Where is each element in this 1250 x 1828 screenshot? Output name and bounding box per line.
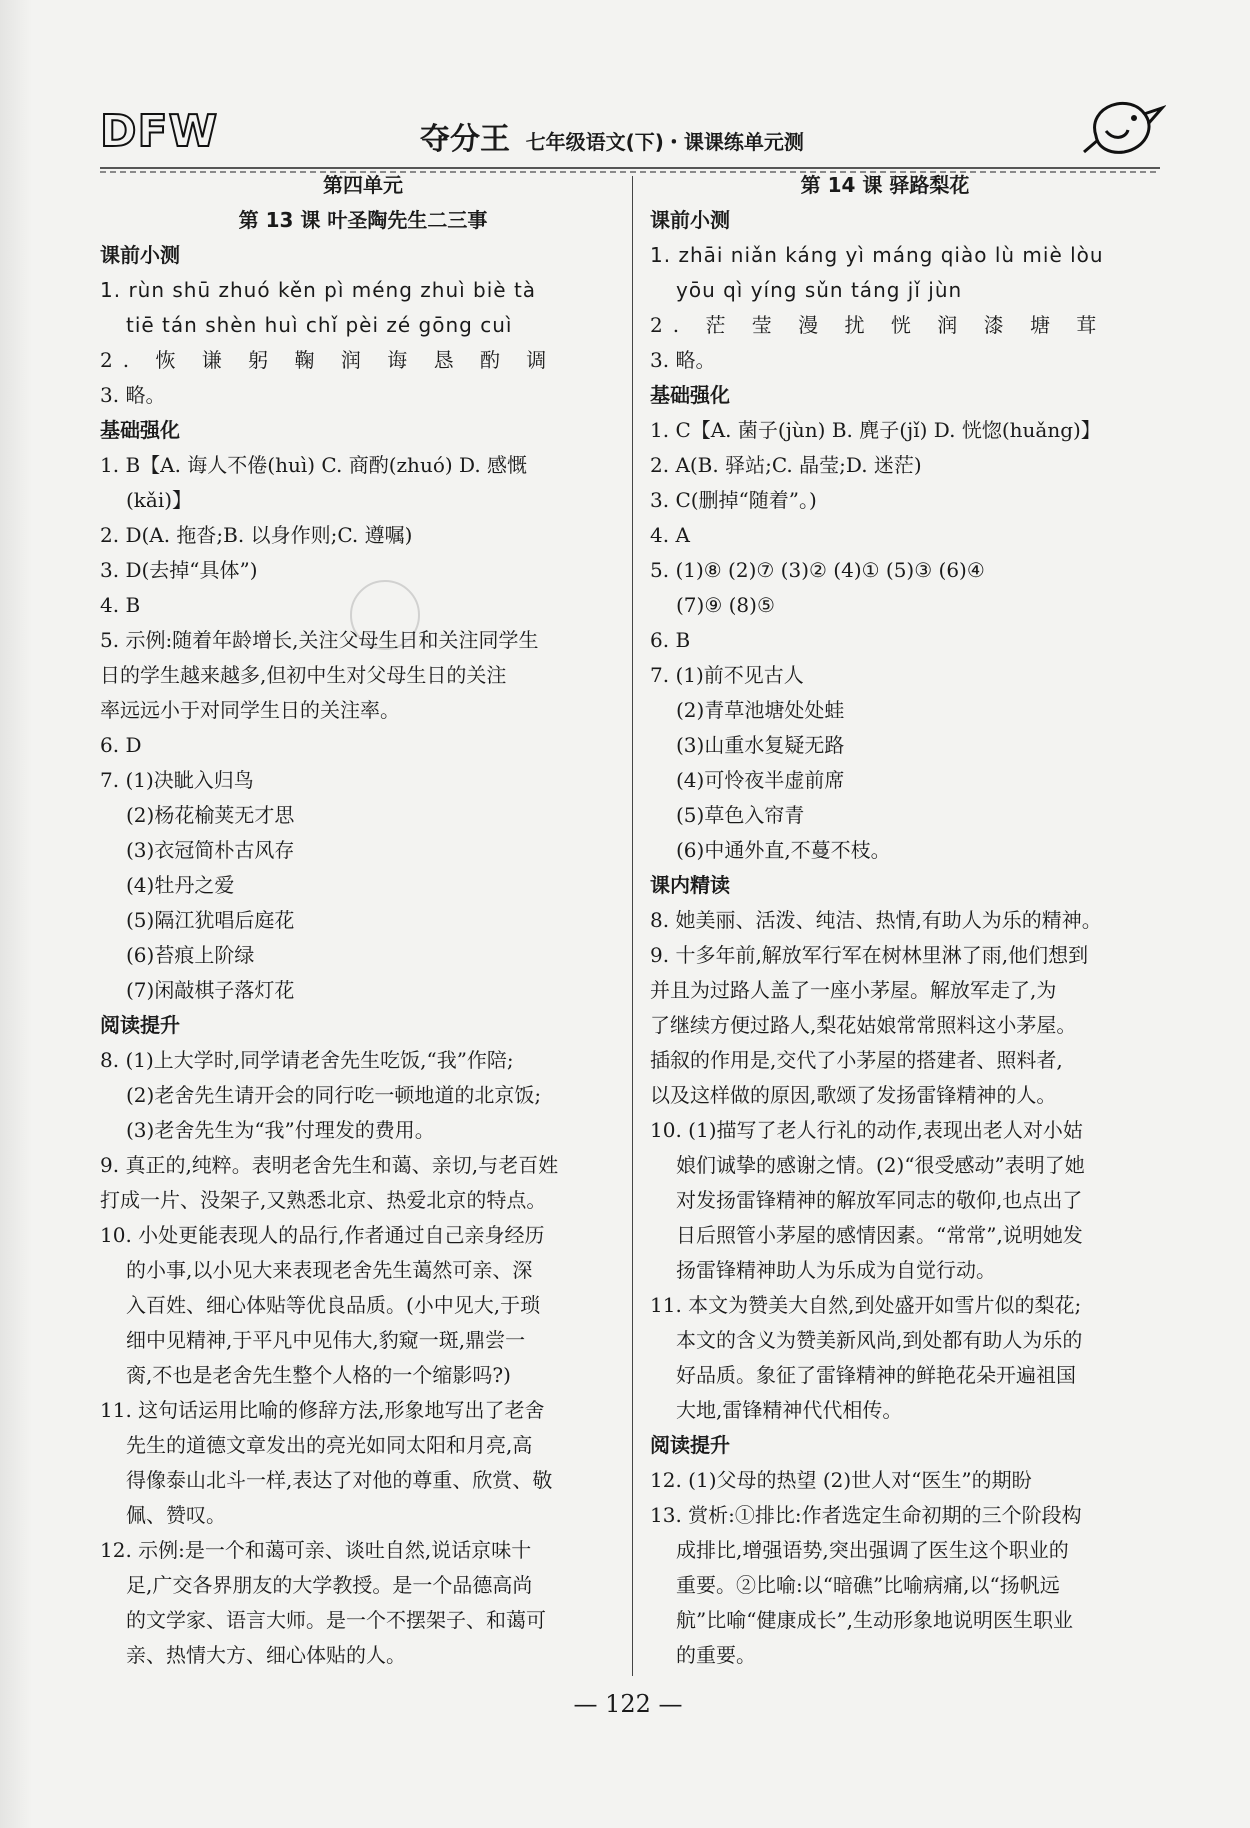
answer-line: (6)苔痕上阶绿	[126, 943, 255, 967]
section-heading: 基础强化	[650, 383, 730, 407]
answer-line: 13. 赏析:①排比:作者选定生命初期的三个阶段构	[650, 1503, 1082, 1527]
answer-line: (2)青草池塘处处蛙	[676, 698, 845, 722]
brand-name: 夺分王	[420, 122, 510, 157]
answer-line: 10. 小处更能表现人的品行,作者通过自己亲身经历	[100, 1223, 545, 1247]
answer-line: 12. (1)父母的热望 (2)世人对“医生”的期盼	[650, 1468, 1032, 1492]
book-subtitle: 七年级语文(下)・课课练单元测	[525, 130, 804, 154]
dfw-logo: DFW	[100, 106, 219, 157]
answer-line: 先生的道德文章发出的亮光如同太阳和月亮,高	[126, 1433, 533, 1457]
answer-line: (4)牡丹之爱	[126, 873, 235, 897]
answer-line: 成排比,增强语势,突出强调了医生这个职业的	[676, 1538, 1069, 1562]
answer-line: 扬雷锋精神助人为乐成为自觉行动。	[676, 1258, 996, 1282]
left-answer-lines	[100, 238, 626, 1673]
answer-line: 足,广交各界朋友的大学教授。是一个品德高尚	[126, 1573, 533, 1597]
answer-line: 6. D	[100, 733, 142, 757]
answer-line: 1. C【A. 菌子(jùn) B. 麂子(jǐ) D. 恍惚(huǎng)】	[650, 418, 1101, 442]
bird-icon	[1076, 86, 1166, 166]
answer-line: 日后照管小茅屋的感情因素。“常常”,说明她发	[676, 1223, 1083, 1247]
answer-line: 的重要。	[676, 1643, 756, 1667]
section-heading: 课前小测	[100, 243, 180, 267]
answer-line: 佩、赞叹。	[126, 1503, 226, 1527]
answer-line: 6. B	[650, 628, 691, 652]
unit-title: 第四单元	[323, 173, 403, 197]
answer-line: 1. B【A. 诲人不倦(huì) C. 商酌(zhuó) D. 感慨	[100, 453, 528, 477]
answer-line: (4)可怜夜半虚前席	[676, 768, 845, 792]
answer-line: 好品质。象征了雷锋精神的鲜艳花朵开遍祖国	[676, 1363, 1076, 1387]
answer-line: 12. 示例:是一个和蔼可亲、谈吐自然,说话京味十	[100, 1538, 532, 1562]
answer-line: 5. (1)⑧ (2)⑦ (3)② (4)① (5)③ (6)④	[650, 558, 985, 582]
section-heading: 课内精读	[650, 873, 730, 897]
answer-line: 7. (1)决眦入归鸟	[100, 768, 254, 792]
section-heading: 基础强化	[100, 418, 180, 442]
answer-line: (7)⑨ (8)⑤	[676, 593, 775, 617]
answer-line: 的文学家、语言大师。是一个不摆架子、和蔼可	[126, 1608, 546, 1632]
answer-line: (5)草色入帘青	[676, 803, 805, 827]
answer-line: 2. D(A. 拖沓;B. 以身作则;C. 遵嘱)	[100, 523, 413, 547]
answer-line: 1. zhāi niǎn káng yì máng qiào lù miè lòu	[650, 243, 1104, 267]
answer-line: 并且为过路人盖了一座小茅屋。解放军走了,为	[650, 978, 1057, 1002]
answer-line: 10. (1)描写了老人行礼的动作,表现出老人对小姑	[650, 1118, 1083, 1142]
answer-line: (7)闲敲棋子落灯花	[126, 978, 295, 1002]
answer-line: 8. 她美丽、活泼、纯洁、热情,有助人为乐的精神。	[650, 908, 1102, 932]
answer-line: 9. 十多年前,解放军行军在树林里淋了雨,他们想到	[650, 943, 1089, 967]
answer-line: 入百姓、细心体贴等优良品质。(小中见大,于琐	[126, 1293, 541, 1317]
answer-line: 7. (1)前不见古人	[650, 663, 804, 687]
answer-line: 2. 茫 莹 漫 扰 恍 润 漆 塘 茸	[650, 313, 1107, 337]
header-title	[420, 114, 804, 158]
right-answer-lines	[650, 203, 1120, 1673]
answer-line: 3. 略。	[100, 383, 166, 407]
answer-line: 9. 真正的,纯粹。表明老舍先生和蔼、亲切,与老百姓	[100, 1153, 559, 1177]
answer-line: 航”比喻“健康成长”,生动形象地说明医生职业	[676, 1608, 1074, 1632]
lesson-13-title: 第 13 课 叶圣陶先生二三事	[238, 208, 488, 232]
section-heading: 阅读提升	[100, 1013, 180, 1037]
page-number: — 122 —	[573, 1690, 683, 1718]
answer-line: 3. 略。	[650, 348, 716, 372]
column-divider	[632, 176, 633, 1676]
answer-line: 脔,不也是老舍先生整个人格的一个缩影吗?)	[126, 1363, 511, 1387]
answer-line: 的小事,以小见大来表现老舍先生蔼然可亲、深	[126, 1258, 533, 1282]
answer-line: (kǎi)】	[126, 488, 193, 512]
answer-line: 娘们诚挚的感谢之情。(2)“很受感动”表明了她	[676, 1153, 1085, 1177]
answer-line: 4. B	[100, 593, 141, 617]
answer-line: 大地,雷锋精神代代相传。	[676, 1398, 903, 1422]
answer-line: (3)老舍先生为“我”付理发的费用。	[126, 1118, 435, 1142]
answer-line: (5)隔江犹唱后庭花	[126, 908, 295, 932]
answer-line: 11. 本文为赞美大自然,到处盛开如雪片似的梨花;	[650, 1293, 1082, 1317]
page-edge-shadow	[0, 0, 32, 1828]
answer-line: (3)衣冠简朴古风存	[126, 838, 295, 862]
answer-line: 11. 这句话运用比喻的修辞方法,形象地写出了老舍	[100, 1398, 545, 1422]
answer-line: 2. A(B. 驿站;C. 晶莹;D. 迷茫)	[650, 453, 922, 477]
left-column	[100, 168, 626, 1673]
answer-line: 3. D(去掉“具体”)	[100, 558, 258, 582]
answer-line: 4. A	[650, 523, 690, 547]
answer-line: 2. 恢 谦 躬 鞠 润 诲 恳 酌 调	[100, 348, 557, 372]
answer-line: 以及这样做的原因,歌颂了发扬雷锋精神的人。	[650, 1083, 1057, 1107]
answer-line: 得像泰山北斗一样,表达了对他的尊重、欣赏、敬	[126, 1468, 553, 1492]
answer-line: 日的学生越来越多,但初中生对父母生日的关注	[100, 663, 507, 687]
answer-line: 细中见精神,于平凡中见伟大,豹窥一斑,鼎尝一	[126, 1328, 526, 1352]
answer-line: 1. rùn shū zhuó kěn pì méng zhuì biè tà	[100, 278, 537, 302]
answer-line: tiē tán shèn huì chǐ pèi zé gōng cuì	[126, 313, 513, 337]
section-heading: 阅读提升	[650, 1433, 730, 1457]
answer-line: 3. C(删掉“随着”。)	[650, 488, 817, 512]
answer-line: 率远远小于对同学生日的关注率。	[100, 698, 400, 722]
answer-line: (6)中通外直,不蔓不枝。	[676, 838, 891, 862]
answer-line: 亲、热情大方、细心体贴的人。	[126, 1643, 406, 1667]
lesson-14-title: 第 14 课 驿路梨花	[800, 173, 970, 197]
answer-line: (3)山重水复疑无路	[676, 733, 845, 757]
right-column	[650, 168, 1120, 1673]
answer-line: yōu qì yíng sǔn táng jǐ jùn	[676, 278, 963, 302]
answer-line: (2)老舍先生请开会的同行吃一顿地道的北京饭;	[126, 1083, 542, 1107]
section-heading: 课前小测	[650, 208, 730, 232]
answer-line: 5. 示例:随着年龄增长,关注父母生日和关注同学生	[100, 628, 539, 652]
answer-line: 8. (1)上大学时,同学请老舍先生吃饭,“我”作陪;	[100, 1048, 514, 1072]
answer-line: 本文的含义为赞美新风尚,到处都有助人为乐的	[676, 1328, 1083, 1352]
answer-line: 打成一片、没架子,又熟悉北京、热爱北京的特点。	[100, 1188, 547, 1212]
answer-line: 插叙的作用是,交代了小茅屋的搭建者、照料者,	[650, 1048, 1063, 1072]
answer-line: 重要。②比喻:以“暗礁”比喻病痛,以“扬帆远	[676, 1573, 1060, 1597]
answer-line: (2)杨花榆荚无才思	[126, 803, 295, 827]
answer-line: 了继续方便过路人,梨花姑娘常常照料这小茅屋。	[650, 1013, 1077, 1037]
answer-line: 对发扬雷锋精神的解放军同志的敬仰,也点出了	[676, 1188, 1083, 1212]
